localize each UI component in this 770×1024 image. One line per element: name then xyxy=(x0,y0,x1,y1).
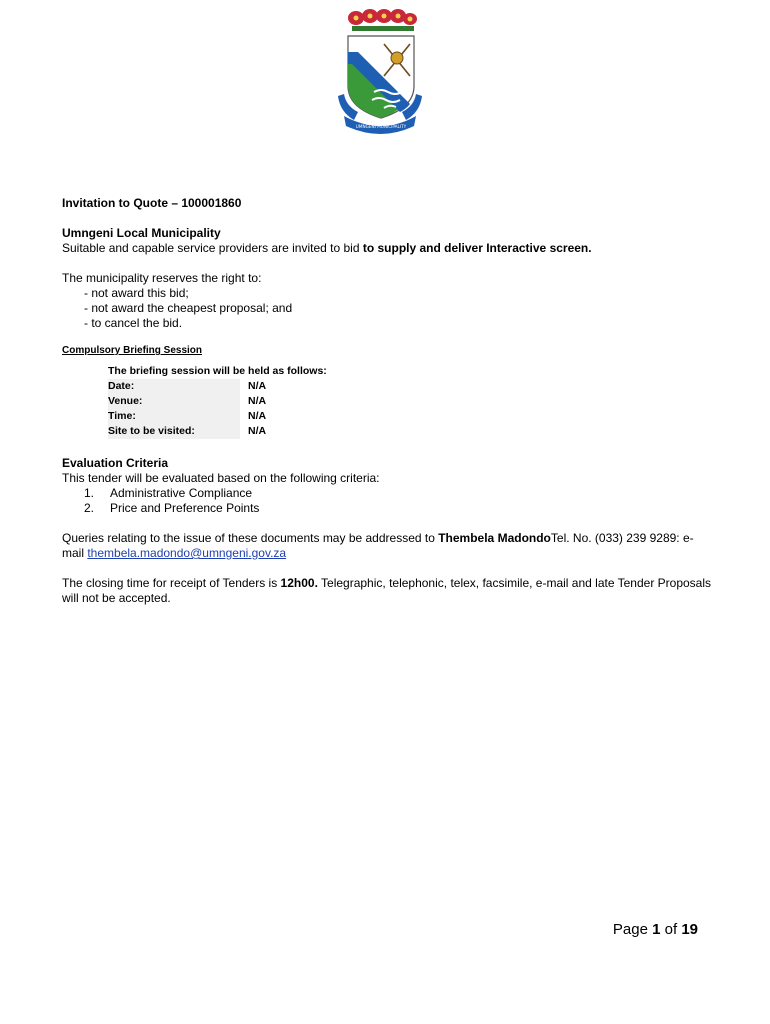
closing-text: The closing time for receipt of Tenders is xyxy=(62,576,281,590)
closing-paragraph xyxy=(62,576,712,606)
queries-paragraph xyxy=(62,531,712,561)
briefing-label: Site to be visited: xyxy=(108,424,240,439)
briefing-label: Date: xyxy=(108,379,240,394)
page-number xyxy=(613,921,698,938)
briefing-row xyxy=(108,379,712,394)
briefing-label: Time: xyxy=(108,409,240,424)
evaluation-list xyxy=(62,486,712,516)
briefing-value: N/A xyxy=(248,395,267,407)
briefing-row xyxy=(108,409,712,424)
mail-prefix: mail xyxy=(62,546,88,560)
crest-banner-text: UMNGENI MUNICIPALITY xyxy=(355,124,407,129)
contact-email-link[interactable]: thembela.madondo@umngeni.gov.za xyxy=(87,546,287,560)
reserve-item: - to cancel the bid. xyxy=(84,316,183,330)
reserve-item: - not award this bid; xyxy=(84,286,189,300)
reserve-item: - not award the cheapest proposal; and xyxy=(84,301,293,315)
intro-paragraph xyxy=(62,241,712,256)
municipality-heading: Umngeni Local Municipality xyxy=(62,226,221,240)
briefing-row xyxy=(108,424,712,439)
briefing-value: N/A xyxy=(248,410,267,422)
list-number: 1. xyxy=(84,486,95,500)
briefing-value: N/A xyxy=(248,380,267,392)
list-number: 2. xyxy=(84,501,95,515)
closing-rest: Telegraphic, telephonic, telex, facsimile, e-mail and late Tender Proposals xyxy=(317,576,712,590)
reserves-heading: The municipality reserves the right to: xyxy=(62,271,262,285)
document-body xyxy=(62,196,712,606)
contact-name: Thembela Madondo xyxy=(438,531,551,545)
closing-time: 12h00. xyxy=(280,576,318,590)
briefing-table xyxy=(108,364,712,439)
umngeni-municipality-crest-icon xyxy=(334,8,426,136)
briefing-row xyxy=(108,394,712,409)
list-text: Price and Preference Points xyxy=(110,501,260,515)
closing-rest-line2: will not be accepted. xyxy=(62,591,171,605)
page-of-label: of xyxy=(660,921,682,938)
crest-flowers xyxy=(348,9,417,31)
briefing-label: Venue: xyxy=(108,394,240,409)
list-item xyxy=(62,486,712,501)
page-label: Page xyxy=(612,921,653,938)
contact-tel: Tel. No. (033) 239 9289: e- xyxy=(550,531,694,545)
page-total: 19 xyxy=(681,921,698,938)
page-current: 1 xyxy=(652,921,661,938)
list-text: Administrative Compliance xyxy=(110,486,253,500)
briefing-value: N/A xyxy=(248,425,267,437)
intro-text: Suitable and capable service providers are invited to bid xyxy=(62,241,363,255)
briefing-intro: The briefing session will be held as follows: xyxy=(108,365,327,377)
list-item xyxy=(62,501,712,516)
briefing-heading: Compulsory Briefing Session xyxy=(62,345,203,356)
queries-text: Queries relating to the issue of these documents may be addressed to xyxy=(62,531,439,545)
intro-bold-text: to supply and deliver Interactive screen. xyxy=(362,241,592,255)
evaluation-heading: Evaluation Criteria xyxy=(62,456,169,470)
document-title: Invitation to Quote – 100001860 xyxy=(62,196,242,210)
evaluation-intro: This tender will be evaluated based on the following criteria: xyxy=(62,471,380,485)
